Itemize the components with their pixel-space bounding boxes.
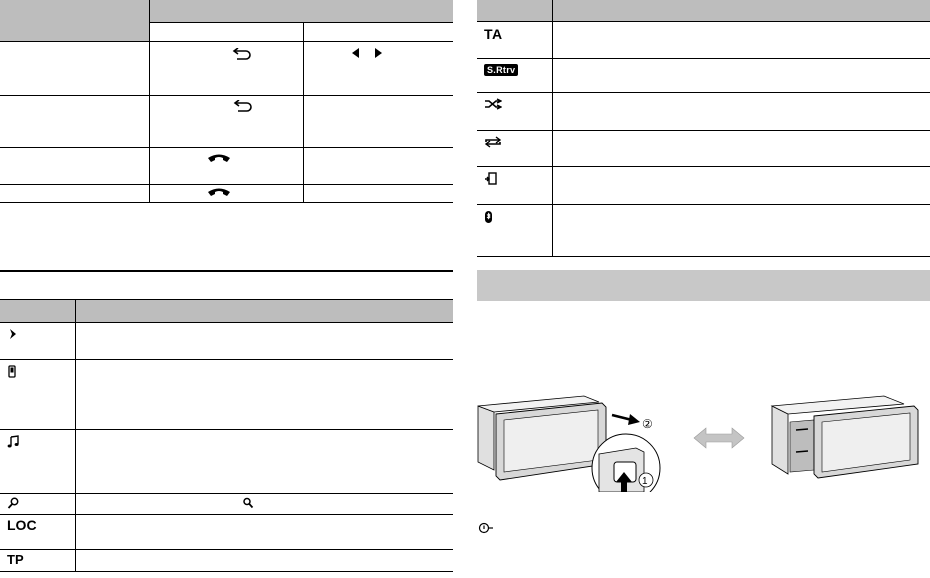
t3-row4-icon	[477, 130, 552, 166]
t3-row3-desc	[552, 92, 930, 130]
search-icon	[242, 497, 254, 509]
t1-subheader-b	[303, 22, 453, 41]
t2-row4-desc	[75, 494, 453, 515]
t2-row1-icon	[0, 323, 75, 360]
t3-header-indicator	[477, 0, 552, 21]
phone-handset-icon	[206, 153, 232, 167]
ta-icon: TA	[484, 25, 503, 42]
t1-row2-op-b	[303, 95, 453, 147]
step-1-label: 1	[642, 476, 648, 487]
t3-row5-icon	[477, 166, 552, 204]
prev-next-arrows-icon	[351, 47, 385, 59]
bluetooth-icon	[484, 210, 494, 224]
t3-row1-icon	[477, 21, 552, 58]
t1-row2-op-a	[149, 95, 303, 147]
phone-device-icon	[7, 365, 17, 378]
t3-row6-icon	[477, 204, 552, 256]
sparkle-icon	[7, 328, 19, 340]
t2-row2-desc	[75, 360, 453, 430]
t2-row6-icon	[0, 550, 75, 572]
t2-row1-desc	[75, 323, 453, 360]
back-arrow-icon	[232, 100, 256, 112]
t2-row4-icon	[0, 494, 75, 515]
phone-handset-icon	[206, 187, 232, 201]
phone-book-icon	[484, 172, 498, 186]
s-rtrv-icon: S.Rtrv	[484, 64, 518, 76]
t3-row5-desc	[552, 166, 930, 204]
t3-row2-icon	[477, 58, 552, 92]
t1-row4-op-b	[303, 184, 453, 202]
t1-header-operation	[149, 0, 453, 22]
back-arrow-icon	[231, 48, 255, 60]
indicator-table-right	[477, 0, 930, 257]
t1-row2-label	[0, 95, 149, 147]
t3-header-description	[552, 0, 930, 21]
t2-header-indicator	[0, 300, 75, 323]
t3-row4-desc	[552, 130, 930, 166]
detach-panel-illustration	[474, 392, 922, 492]
t2-row2-icon	[0, 360, 75, 430]
t3-row1-desc	[552, 21, 930, 58]
section-rule	[0, 270, 453, 272]
loc-icon: LOC	[7, 517, 37, 533]
search-key-icon	[7, 497, 19, 509]
music-note-icon	[7, 435, 19, 448]
t1-row4-label	[0, 184, 149, 202]
t1-subheader-a	[149, 22, 303, 41]
t3-row2-desc	[552, 58, 930, 92]
section-heading-bar	[477, 270, 930, 301]
t2-row5-desc	[75, 515, 453, 550]
t1-row4-op-a	[149, 184, 303, 202]
step-2-label: ②	[642, 417, 653, 431]
t1-row1-op-b	[303, 41, 453, 95]
note-caution-icon	[478, 522, 494, 534]
t1-row3-label	[0, 147, 149, 184]
indicator-table-left	[0, 299, 453, 572]
t1-row1-op-a	[149, 41, 303, 95]
t2-row6-desc	[75, 550, 453, 572]
t2-header-description	[75, 300, 453, 323]
t3-row6-desc	[552, 204, 930, 256]
t1-header-purpose	[0, 0, 149, 41]
t1-row1-label	[0, 41, 149, 95]
shuffle-icon	[484, 98, 502, 110]
operations-table	[0, 0, 453, 203]
repeat-icon	[484, 136, 502, 148]
t2-row3-icon	[0, 430, 75, 494]
tp-icon: TP	[7, 552, 24, 567]
t2-row5-icon	[0, 515, 75, 550]
t3-row3-icon	[477, 92, 552, 130]
t1-row3-op-a	[149, 147, 303, 184]
t2-row3-desc	[75, 430, 453, 494]
t1-row3-op-b	[303, 147, 453, 184]
